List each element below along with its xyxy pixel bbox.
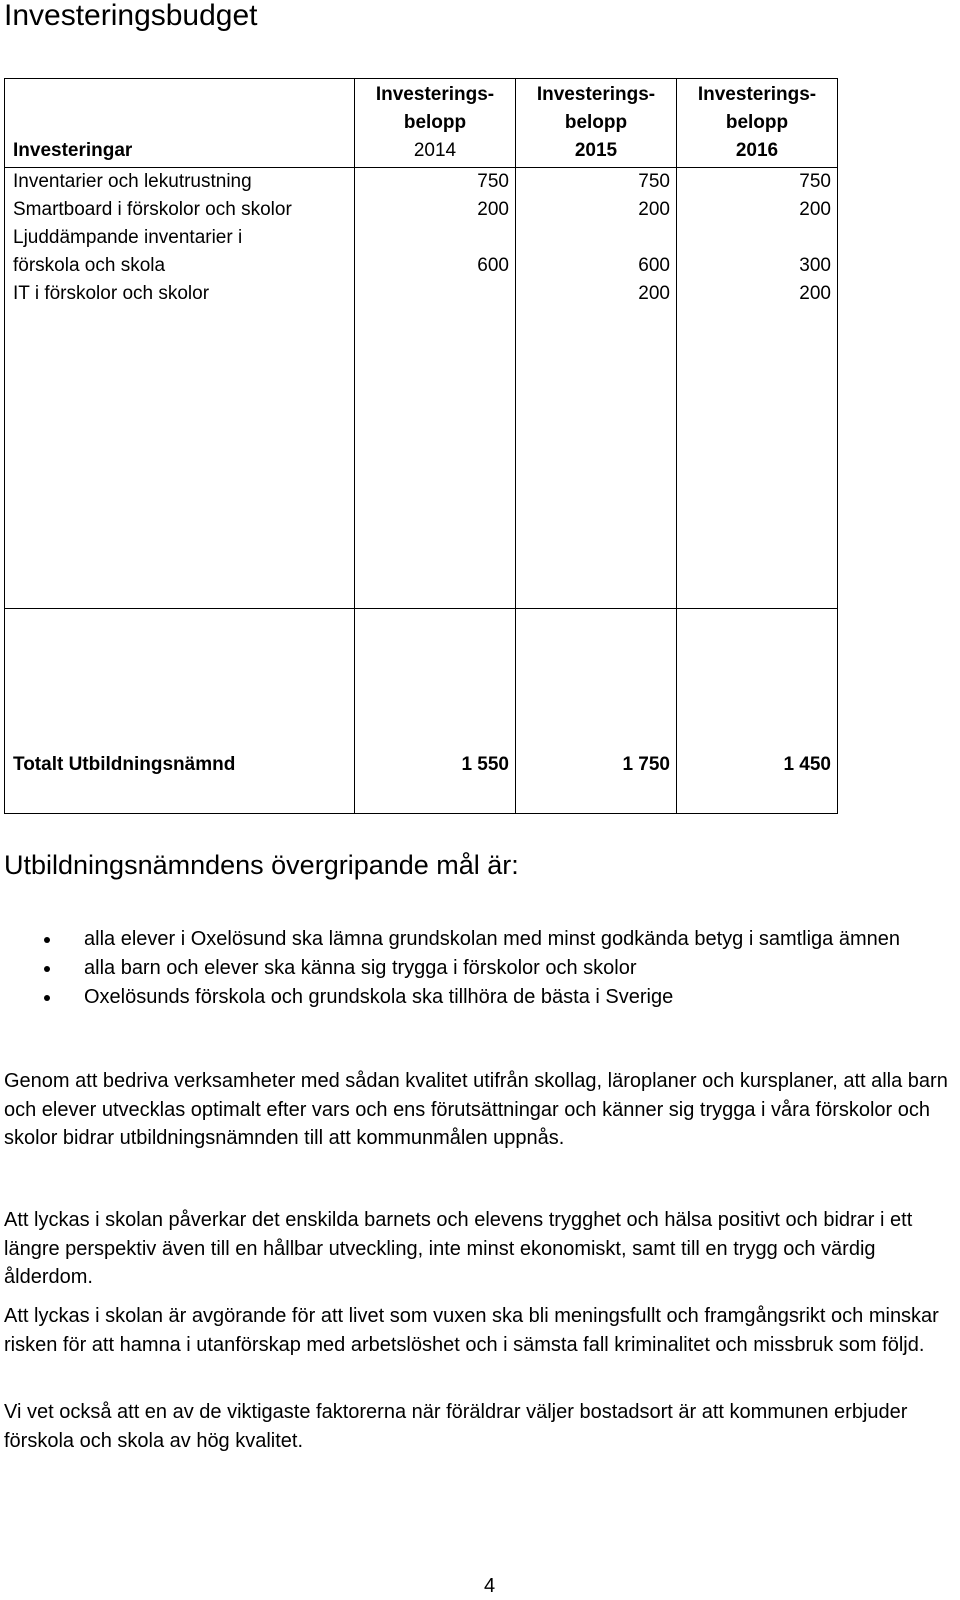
- value: 200: [477, 199, 509, 220]
- header-line: belopp: [564, 112, 628, 133]
- paragraph: Vi vet också att en av de viktigaste faktorerna när föräldrar väljer bostadsort är att kommunen erbjuder förskola och skola av hög kvalitet.: [4, 1401, 908, 1452]
- value: 200: [638, 199, 670, 220]
- page-title: Investeringsbudget: [4, 0, 258, 32]
- header-investeringar: Investeringar: [5, 79, 355, 168]
- goal-text: alla elever i Oxelösund ska lämna grundskolan med minst godkända betyg i samtliga ämnen: [84, 928, 901, 950]
- item-labels-cell: [5, 168, 355, 609]
- values-2014-cell: [355, 168, 516, 609]
- paragraph: Att lyckas i skolan påverkar det enskilda barnets och elevens trygghet och hälsa positivt och bidrar i ett längre perspektiv även till en hållbar utveckling, inte minst ekonomiskt, samt till en trygg och värdig ålderdom.: [4, 1209, 913, 1288]
- goal-text: Oxelösunds förskola och grundskola ska tillhöra de bästa i Sverige: [84, 986, 674, 1008]
- item-label: Ljuddämpande inventarier i: [13, 227, 243, 248]
- value: 600: [638, 255, 670, 276]
- header-year: 2015: [574, 140, 618, 161]
- value: 200: [799, 199, 831, 220]
- values-2015-cell: [516, 168, 677, 609]
- item-label: Smartboard i förskolor och skolor: [13, 199, 292, 220]
- list-item: [84, 954, 944, 983]
- header-line: Investerings-: [375, 84, 495, 105]
- page-number: 4: [484, 1575, 496, 1597]
- investment-budget-table: [4, 78, 838, 814]
- header-year: 2016: [735, 140, 779, 161]
- header-2016: [677, 79, 838, 168]
- header-line: Investerings-: [697, 84, 817, 105]
- item-label: Inventarier och lekutrustning: [13, 171, 252, 192]
- value: [355, 280, 509, 308]
- header-line: belopp: [403, 112, 467, 133]
- value: 750: [799, 171, 831, 192]
- header-line: Investerings-: [536, 84, 656, 105]
- total-2015: 1 750: [516, 609, 677, 814]
- header-2014: [355, 79, 516, 168]
- total-2016: 1 450: [677, 609, 838, 814]
- item-label: förskola och skola: [13, 255, 166, 276]
- header-2015: [516, 79, 677, 168]
- value: 200: [638, 283, 670, 304]
- value: [677, 224, 831, 252]
- header-year: 2014: [413, 140, 457, 161]
- list-item: [84, 983, 944, 1012]
- values-2016-cell: [677, 168, 838, 609]
- list-item: [84, 925, 944, 954]
- value: 750: [638, 171, 670, 192]
- total-row: [5, 609, 838, 814]
- total-2014: 1 550: [355, 609, 516, 814]
- bullet-icon: [44, 937, 50, 943]
- item-label: IT i förskolor och skolor: [13, 283, 210, 304]
- value: 300: [799, 255, 831, 276]
- value: 600: [477, 255, 509, 276]
- goal-text: alla barn och elever ska känna sig trygga i förskolor och skolor: [84, 957, 637, 979]
- paragraph: Genom att bedriva verksamheter med sådan kvalitet utifrån skollag, läroplaner och kursplaner, att alla barn och elever utvecklas optimalt efter vars och ens förutsättningar och känner sig trygga i våra förskolor och skolor bidrar utbildningsnämnden till att kommunmålen uppnås.: [4, 1070, 948, 1149]
- table-row: [5, 168, 838, 609]
- header-line: belopp: [725, 112, 789, 133]
- value: [516, 224, 670, 252]
- value: 750: [477, 171, 509, 192]
- goals-heading: Utbildningsnämndens övergripande mål är:: [4, 850, 519, 880]
- goals-list: [84, 925, 944, 1012]
- total-label: Totalt Utbildningsnämnd: [5, 609, 355, 814]
- bullet-icon: [44, 966, 50, 972]
- bullet-icon: [44, 995, 50, 1001]
- paragraph: Att lyckas i skolan är avgörande för att livet som vuxen ska bli meningsfullt och framgångsrikt och minskar risken för att hamna i utanförskap med arbetslöshet och i sämsta fall kriminalitet och missbruk som följd.: [4, 1305, 939, 1356]
- table-header-row: [5, 79, 838, 168]
- value: 200: [799, 283, 831, 304]
- value: [355, 224, 509, 252]
